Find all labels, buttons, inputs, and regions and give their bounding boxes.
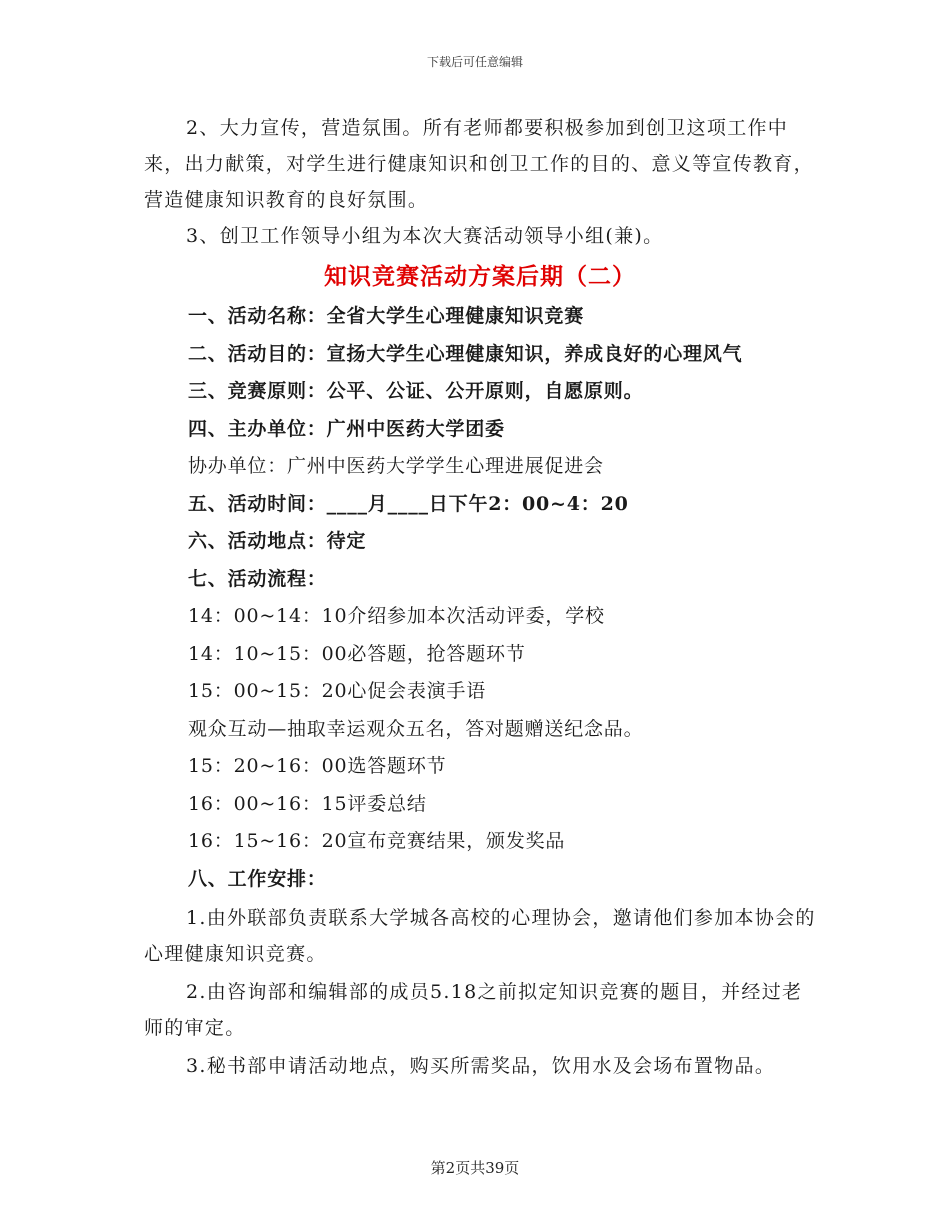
work-item-logistics: 3.秘书部申请活动地点，购买所需奖品，饮用水及会场布置物品。: [186, 1055, 776, 1077]
paragraph-publicity: 2、大力宣传，营造氛围。所有老师都要积极参加到创卫这项工作中来，出力献策，对学生进行健康知识和创卫工作的目的、意义等宣传教育，营造健康知识教育的良好氛围。: [144, 117, 814, 211]
flow-item: 16：00~16：15评委总结: [188, 792, 427, 815]
flow-item: 15：20~16：00选答题环节: [188, 755, 447, 777]
flow-item: 14：10~15：00必答题，抢答题环节: [188, 642, 526, 665]
organizer: 四、主办单位：广州中医药大学团委: [188, 417, 505, 440]
activity-flow-heading: 七、活动流程：: [188, 567, 327, 590]
activity-purpose: 二、活动目的：宣扬大学生心理健康知识，养成良好的心理风气: [188, 342, 743, 365]
competition-principles: 三、竞赛原则：公平、公证、公开原则，自愿原则。: [188, 380, 644, 402]
work-item-questions: 2.由咨询部和编辑部的成员5.18之前拟定知识竞赛的题目，并经过老师的审定。: [144, 981, 803, 1039]
activity-location: 六、活动地点：待定: [188, 530, 367, 552]
work-item-liaison: 1.由外联部负责联系大学城各高校的心理协会，邀请他们参加本协会的心理健康知识竞赛。: [144, 907, 816, 965]
header-note: 下载后可任意编辑: [426, 55, 523, 69]
page-footer: 第2页共39页: [430, 1159, 520, 1177]
flow-item: 观众互动—抽取幸运观众五名，答对题赠送纪念品。: [188, 717, 644, 740]
activity-time: 五、活动时间：____月____日下午2：00~4：20: [188, 492, 629, 515]
paragraph-leadership: 3、创卫工作领导小组为本次大赛活动领导小组(兼)。: [186, 225, 664, 247]
section-title: 知识竞赛活动方案后期（二）: [324, 263, 636, 290]
document-body: [144, 110, 816, 1084]
co-organizer: 协办单位：广州中医药大学学生心理进展促进会: [188, 455, 604, 477]
flow-item: 15：00~15：20心促会表演手语: [188, 680, 487, 702]
flow-item: 16：15~16：20宣布竞赛结果，颁发奖品: [188, 830, 566, 852]
work-arrangement-heading: 八、工作安排：: [188, 867, 327, 890]
flow-item: 14：00~14：10介绍参加本次活动评委，学校: [188, 605, 605, 627]
activity-name: 一、活动名称：全省大学生心理健康知识竞赛: [188, 305, 585, 327]
